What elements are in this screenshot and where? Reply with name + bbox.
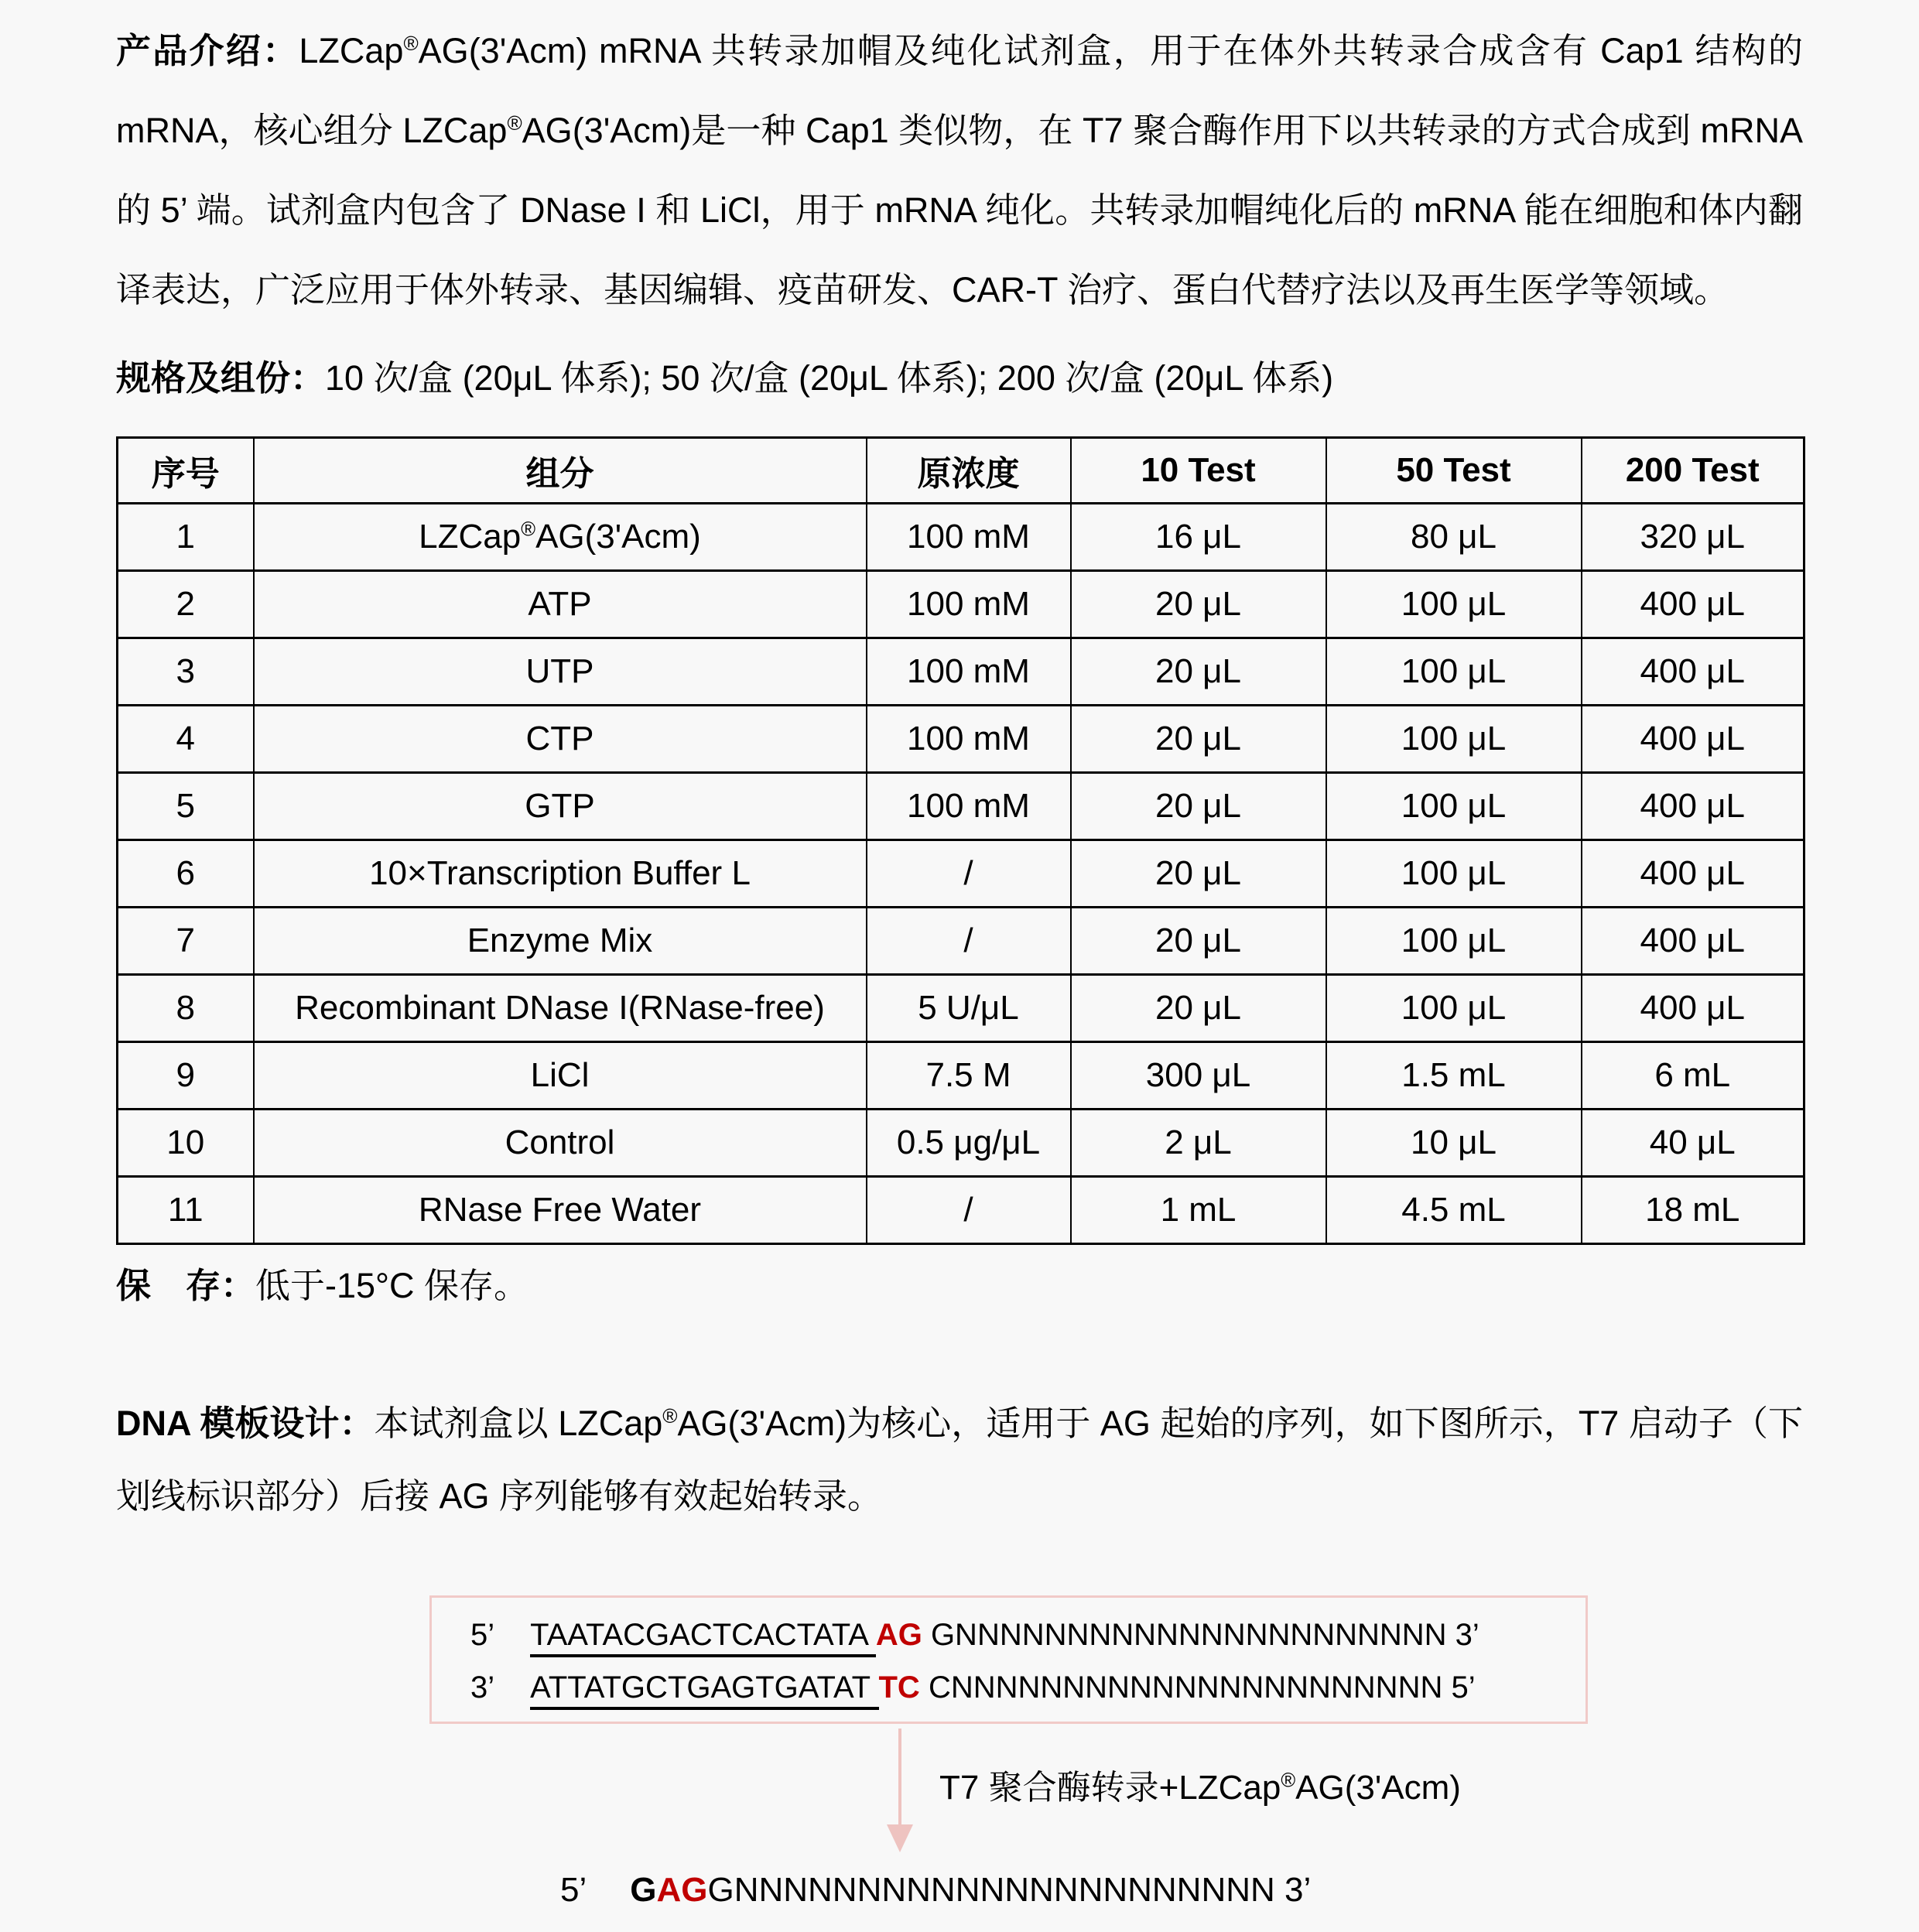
cell-10test: 300 μL bbox=[1071, 1042, 1326, 1110]
mrna-product-line bbox=[560, 1865, 1311, 1916]
cell-50test: 100 μL bbox=[1326, 571, 1582, 638]
table-row bbox=[118, 908, 1804, 975]
antisense-sequence-rest: CNNNNNNNNNNNNNNNNNNNNNN 5’ bbox=[919, 1670, 1476, 1705]
cell-200test: 400 μL bbox=[1582, 773, 1804, 840]
three-prime-end: 3’ bbox=[470, 1670, 495, 1705]
dna-template-label: DNA 模板设计： bbox=[116, 1404, 375, 1443]
cell-component: LZCap®AG(3'Acm) bbox=[254, 504, 867, 571]
cell-50test: 100 μL bbox=[1326, 975, 1582, 1042]
cell-50test: 80 μL bbox=[1326, 504, 1582, 571]
cell-200test: 6 mL bbox=[1582, 1042, 1804, 1110]
cell-50test: 100 μL bbox=[1326, 840, 1582, 908]
cell-no: 7 bbox=[118, 908, 254, 975]
cap-g: G bbox=[630, 1871, 657, 1909]
spec-line bbox=[116, 354, 1803, 402]
table-row bbox=[118, 1042, 1804, 1110]
components-table bbox=[116, 436, 1805, 1245]
cell-no: 5 bbox=[118, 773, 254, 840]
cell-component: Enzyme Mix bbox=[254, 908, 867, 975]
table-row bbox=[118, 638, 1804, 706]
storage-line bbox=[116, 1262, 1803, 1310]
header-50test: 50 Test bbox=[1326, 438, 1582, 504]
cell-concentration: / bbox=[867, 1177, 1071, 1244]
cell-component: 10×Transcription Buffer L bbox=[254, 840, 867, 908]
cell-no: 3 bbox=[118, 638, 254, 706]
table-row bbox=[118, 840, 1804, 908]
five-prime-end: 5’ bbox=[470, 1618, 495, 1652]
cell-no: 6 bbox=[118, 840, 254, 908]
storage-text: 低于-15°C 保存。 bbox=[255, 1266, 529, 1305]
product-sequence-rest: GNNNNNNNNNNNNNNNNNNNNNN 3’ bbox=[707, 1871, 1312, 1909]
cell-no: 9 bbox=[118, 1042, 254, 1110]
cell-component: Recombinant DNase I(RNase-free) bbox=[254, 975, 867, 1042]
cell-component: UTP bbox=[254, 638, 867, 706]
cell-component: RNase Free Water bbox=[254, 1177, 867, 1244]
down-arrow-icon bbox=[887, 1824, 913, 1852]
sense-sequence-rest: GNNNNNNNNNNNNNNNNNNNNNN 3’ bbox=[922, 1618, 1479, 1652]
storage-label: 保 存： bbox=[116, 1266, 256, 1305]
t7-promoter-sense: TAATACGACTCACTATA bbox=[530, 1618, 876, 1657]
table-header-row bbox=[118, 438, 1804, 504]
cell-200test: 400 μL bbox=[1582, 840, 1804, 908]
initiation-tc: TC bbox=[878, 1670, 920, 1705]
cell-50test: 100 μL bbox=[1326, 638, 1582, 706]
cell-200test: 40 μL bbox=[1582, 1110, 1804, 1177]
cell-10test: 1 mL bbox=[1071, 1177, 1326, 1244]
table-row bbox=[118, 975, 1804, 1042]
cell-10test: 20 μL bbox=[1071, 975, 1326, 1042]
cell-concentration: 100 mM bbox=[867, 504, 1071, 571]
cell-component: GTP bbox=[254, 773, 867, 840]
cell-200test: 400 μL bbox=[1582, 571, 1804, 638]
cell-200test: 400 μL bbox=[1582, 706, 1804, 773]
cell-200test: 400 μL bbox=[1582, 975, 1804, 1042]
cell-200test: 400 μL bbox=[1582, 638, 1804, 706]
cell-10test: 16 μL bbox=[1071, 504, 1326, 571]
cell-concentration: / bbox=[867, 840, 1071, 908]
cell-concentration: 5 U/μL bbox=[867, 975, 1071, 1042]
initiation-ag: AG bbox=[875, 1618, 922, 1652]
cell-10test: 20 μL bbox=[1071, 773, 1326, 840]
table-row bbox=[118, 706, 1804, 773]
cell-concentration: / bbox=[867, 908, 1071, 975]
t7-promoter-antisense: ATTATGCTGAGTGATAT bbox=[530, 1670, 878, 1710]
cell-200test: 400 μL bbox=[1582, 908, 1804, 975]
cell-10test: 2 μL bbox=[1071, 1110, 1326, 1177]
cell-50test: 10 μL bbox=[1326, 1110, 1582, 1177]
cell-concentration: 100 mM bbox=[867, 706, 1071, 773]
cell-10test: 20 μL bbox=[1071, 706, 1326, 773]
table-row bbox=[118, 1110, 1804, 1177]
spec-text: 10 次/盒 (20μL 体系); 50 次/盒 (20μL 体系); 200 次/盒 (20μL 体系) bbox=[325, 358, 1334, 398]
spec-label: 规格及组份： bbox=[116, 358, 326, 398]
table-row bbox=[118, 1177, 1804, 1244]
down-arrow-stem bbox=[898, 1729, 901, 1828]
cell-50test: 100 μL bbox=[1326, 773, 1582, 840]
header-200test: 200 Test bbox=[1582, 438, 1804, 504]
cell-10test: 20 μL bbox=[1071, 571, 1326, 638]
five-prime-end: 5’ bbox=[560, 1871, 587, 1909]
cell-concentration: 100 mM bbox=[867, 638, 1071, 706]
cell-component: CTP bbox=[254, 706, 867, 773]
cell-10test: 20 μL bbox=[1071, 908, 1326, 975]
cell-component: ATP bbox=[254, 571, 867, 638]
cell-component: LiCl bbox=[254, 1042, 867, 1110]
cell-concentration: 0.5 μg/μL bbox=[867, 1110, 1071, 1177]
header-component: 组分 bbox=[254, 438, 867, 504]
sense-strand-line bbox=[470, 1609, 1579, 1661]
cell-no: 8 bbox=[118, 975, 254, 1042]
dna-template-box bbox=[429, 1595, 1588, 1724]
cell-component: Control bbox=[254, 1110, 867, 1177]
cell-no: 11 bbox=[118, 1177, 254, 1244]
product-intro-paragraph bbox=[116, 11, 1803, 330]
product-intro-text: LZCap®AG(3'Acm) mRNA 共转录加帽及纯化试剂盒，用于在体外共转录合成含有 Cap1 结构的 mRNA，核心组分 LZCap®AG(3'Acm)是一种 Cap1 类似物，在 T7 聚合酶作用下以共转录的方式合成到 mRNA 的 5’ 端。试剂盒内包含了 DNase I 和 LiCl，用于 mRNA 纯化。共转录加帽纯化后的 mRNA 能在细胞和体内翻译表达，广泛应用于体外转录、基因编辑、疫苗研发、CAR-T 治疗、蛋白代替疗法以及再生医学等领域。 bbox=[116, 31, 1803, 309]
dna-template-text: 本试剂盒以 LZCap®AG(3'Acm)为核心，适用于 AG 起始的序列，如下图所示，T7 启动子（下划线标识部分）后接 AG 序列能够有效起始转录。 bbox=[116, 1404, 1803, 1516]
cell-no: 2 bbox=[118, 571, 254, 638]
cell-no: 1 bbox=[118, 504, 254, 571]
table-row bbox=[118, 571, 1804, 638]
cap-ag: AG bbox=[656, 1871, 708, 1909]
transcription-arrow-label: T7 聚合酶转录+LZCap®AG(3'Acm) bbox=[939, 1769, 1461, 1807]
antisense-strand-line bbox=[470, 1661, 1579, 1714]
cell-concentration: 7.5 M bbox=[867, 1042, 1071, 1110]
table-row bbox=[118, 773, 1804, 840]
header-concentration: 原浓度 bbox=[867, 438, 1071, 504]
cell-50test: 100 μL bbox=[1326, 706, 1582, 773]
cell-10test: 20 μL bbox=[1071, 840, 1326, 908]
dna-template-paragraph bbox=[116, 1387, 1803, 1533]
header-10test: 10 Test bbox=[1071, 438, 1326, 504]
cell-10test: 20 μL bbox=[1071, 638, 1326, 706]
cell-no: 10 bbox=[118, 1110, 254, 1177]
cell-50test: 4.5 mL bbox=[1326, 1177, 1582, 1244]
cell-concentration: 100 mM bbox=[867, 571, 1071, 638]
header-no: 序号 bbox=[118, 438, 254, 504]
product-intro-label: 产品介绍： bbox=[116, 31, 299, 70]
cell-concentration: 100 mM bbox=[867, 773, 1071, 840]
cell-no: 4 bbox=[118, 706, 254, 773]
cell-50test: 100 μL bbox=[1326, 908, 1582, 975]
cell-200test: 18 mL bbox=[1582, 1177, 1804, 1244]
table-row bbox=[118, 504, 1804, 571]
cell-50test: 1.5 mL bbox=[1326, 1042, 1582, 1110]
cell-200test: 320 μL bbox=[1582, 504, 1804, 571]
